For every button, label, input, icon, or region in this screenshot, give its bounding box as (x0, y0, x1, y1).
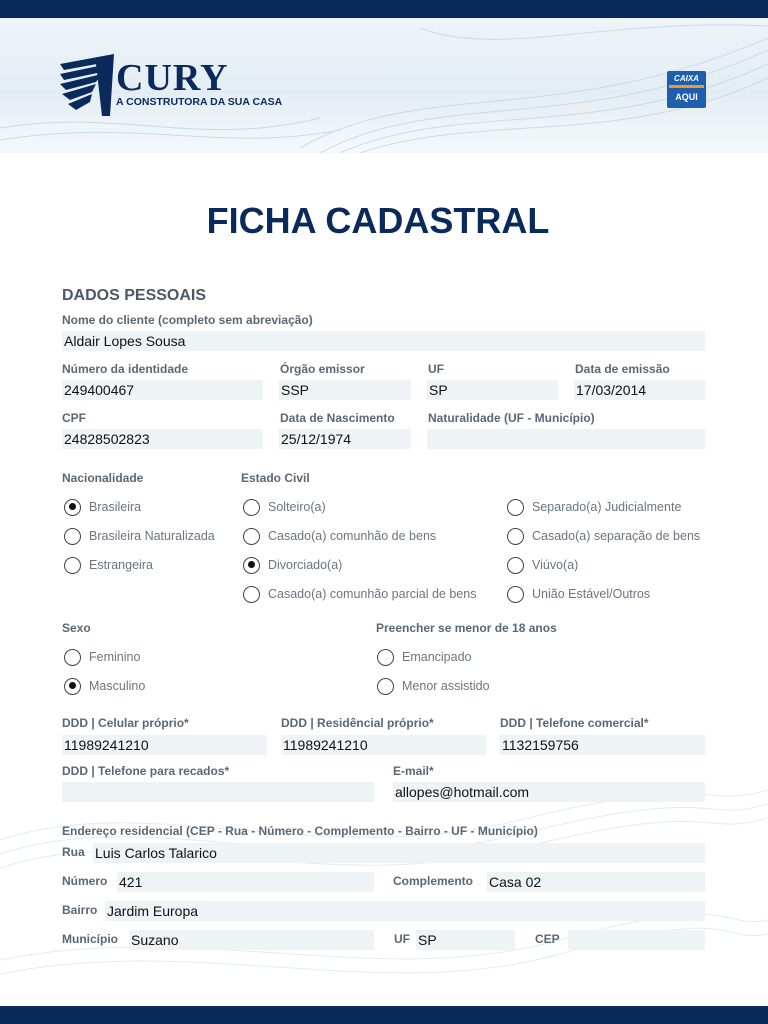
footer-wave-background (0, 780, 768, 1006)
nacionalidade-option-estrangeira[interactable] (64, 555, 153, 575)
radio-icon[interactable] (64, 678, 81, 695)
option-label: Estrangeira (89, 558, 153, 572)
residencial-label: DDD | Residêncial próprio* (281, 716, 434, 730)
option-label: Separado(a) Judicialmente (532, 500, 682, 514)
radio-icon[interactable] (507, 586, 524, 603)
identidade-label: Número da identidade (62, 362, 189, 376)
celular-label: DDD | Celular próprio* (62, 716, 189, 730)
option-label: Masculino (89, 679, 146, 693)
numero-label: Número (62, 874, 108, 888)
cury-logo (58, 50, 298, 120)
option-label: Casado(a) comunhão de bens (268, 529, 437, 543)
caixa-logo-text: CAIXA (674, 74, 699, 83)
radio-icon[interactable] (64, 557, 81, 574)
comercial-field[interactable]: 1132159756 (500, 735, 705, 755)
brand-name: CURY (116, 57, 229, 99)
aqui-logo-text: AQUI (675, 92, 698, 102)
option-label: Viúvo(a) (532, 558, 579, 572)
radio-icon[interactable] (243, 586, 260, 603)
menor-option-emancipado[interactable] (377, 647, 472, 667)
radio-icon[interactable] (64, 499, 81, 516)
option-label: Divorciado(a) (268, 558, 343, 572)
complemento-label: Complemento (393, 874, 474, 888)
option-label: Casado(a) comunhão parcial de bens (268, 587, 477, 601)
emissao-label: Data de emissão (575, 362, 670, 376)
estado-civil-option-casado-separacao[interactable] (507, 526, 700, 546)
bottom-bar (0, 1006, 768, 1024)
municipio-field[interactable]: Suzano (129, 930, 374, 950)
rua-label: Rua (62, 845, 85, 859)
brand-tagline: A CONSTRUTORA DA SUA CASA (116, 96, 283, 108)
estado-civil-option-divorciado[interactable] (243, 555, 342, 575)
radio-icon[interactable] (377, 678, 394, 695)
uf-label: UF (428, 362, 444, 376)
residencial-field[interactable]: 11989241210 (281, 735, 486, 755)
radio-icon[interactable] (507, 528, 524, 545)
estado-civil-option-casado-parcial[interactable] (243, 584, 476, 604)
option-label: Solteiro(a) (268, 500, 326, 514)
emissao-field[interactable]: 17/03/2014 (574, 380, 705, 400)
bairro-field[interactable]: Jardim Europa (105, 901, 705, 921)
cep-field[interactable] (568, 930, 705, 950)
top-bar (0, 0, 768, 18)
section-title: DADOS PESSOAIS (62, 287, 207, 304)
estado-civil-option-uniao-estavel[interactable] (507, 584, 650, 604)
menor-option-assistido[interactable] (377, 676, 490, 696)
option-label: Emancipado (402, 650, 472, 664)
endereco-label: Endereço residencial (CEP - Rua - Número - Complemento - Bairro - UF - Município) (62, 824, 538, 838)
endereco-uf-field[interactable]: SP (416, 930, 515, 950)
naturalidade-label: Naturalidade (UF - Município) (428, 411, 595, 425)
sexo-option-feminino[interactable] (64, 647, 140, 667)
nome-label: Nome do cliente (completo sem abreviação) (62, 313, 313, 327)
estado-civil-option-casado-comunhao[interactable] (243, 526, 436, 546)
rua-field[interactable]: Luis Carlos Talarico (93, 843, 705, 863)
email-label: E-mail* (393, 764, 434, 778)
municipio-label: Município (62, 932, 118, 946)
page-title: FICHA CADASTRAL (206, 200, 550, 241)
radio-icon[interactable] (507, 557, 524, 574)
bairro-label: Bairro (62, 903, 98, 917)
email-field[interactable]: allopes@hotmail.com (393, 782, 705, 802)
cpf-label: CPF (62, 411, 86, 425)
option-label: União Estável/Outros (532, 587, 651, 601)
caixa-stripe (669, 85, 704, 88)
radio-icon[interactable] (64, 528, 81, 545)
radio-icon[interactable] (243, 528, 260, 545)
option-label: Feminino (89, 650, 141, 664)
option-label: Brasileira (89, 500, 142, 514)
nascimento-field[interactable]: 25/12/1974 (279, 429, 411, 449)
nacionalidade-label: Nacionalidade (62, 471, 144, 485)
estado-civil-option-solteiro[interactable] (243, 497, 326, 517)
comercial-label: DDD | Telefone comercial* (500, 716, 649, 730)
caixa-aqui-logo (667, 71, 706, 108)
radio-icon[interactable] (64, 649, 81, 666)
cep-label: CEP (535, 932, 560, 946)
numero-field[interactable]: 421 (117, 872, 374, 892)
sexo-option-masculino[interactable] (64, 676, 145, 696)
nascimento-label: Data de Nascimento (280, 411, 395, 425)
endereco-uf-label: UF (394, 932, 410, 946)
nacionalidade-option-brasileira[interactable] (64, 497, 141, 517)
identidade-field[interactable]: 249400467 (62, 380, 263, 400)
uf-field[interactable]: SP (427, 380, 558, 400)
radio-icon[interactable] (243, 499, 260, 516)
nome-field[interactable]: Aldair Lopes Sousa (62, 331, 705, 351)
orgao-label: Órgão emissor (280, 362, 365, 376)
sexo-label: Sexo (62, 621, 91, 635)
radio-icon[interactable] (507, 499, 524, 516)
menor-label: Preencher se menor de 18 anos (376, 621, 557, 635)
recados-field[interactable] (62, 782, 374, 802)
naturalidade-field[interactable] (427, 429, 705, 449)
option-label: Brasileira Naturalizada (89, 529, 215, 543)
radio-icon[interactable] (377, 649, 394, 666)
option-label: Menor assistido (402, 679, 490, 693)
cpf-field[interactable]: 24828502823 (62, 429, 263, 449)
complemento-field[interactable]: Casa 02 (487, 872, 705, 892)
estado-civil-option-separado[interactable] (507, 497, 681, 517)
estado-civil-option-viuvo[interactable] (507, 555, 578, 575)
recados-label: DDD | Telefone para recados* (62, 764, 230, 778)
celular-field[interactable]: 11989241210 (62, 735, 267, 755)
cury-logo-mark-icon (58, 50, 116, 120)
orgao-field[interactable]: SSP (279, 380, 411, 400)
nacionalidade-option-naturalizada[interactable] (64, 526, 215, 546)
option-label: Casado(a) separação de bens (532, 529, 701, 543)
radio-icon[interactable] (243, 557, 260, 574)
estado-civil-label: Estado Civil (241, 471, 310, 485)
